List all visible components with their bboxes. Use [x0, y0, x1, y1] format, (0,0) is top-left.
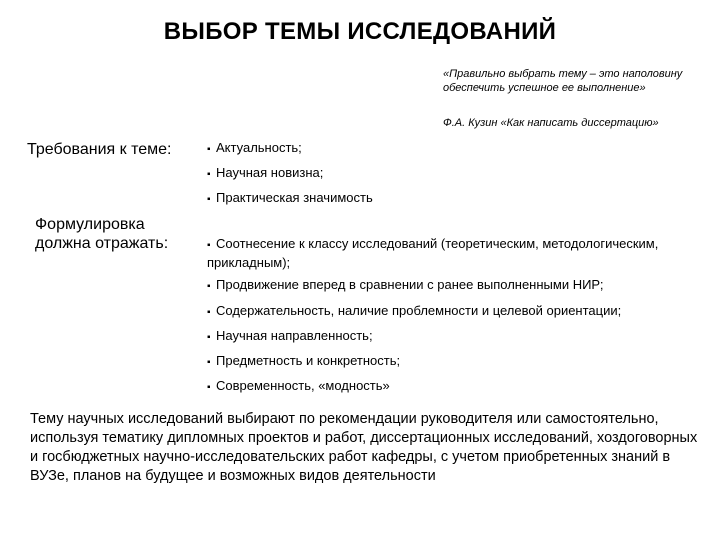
bullet-icon: ▪	[207, 169, 211, 180]
formulation-item: ▪ Современность, «модность»	[207, 377, 707, 396]
bullet-icon: ▪	[207, 240, 211, 251]
formulation-item: ▪ Продвижение вперед в сравнении с ранее выполненными НИР;	[207, 276, 707, 295]
bullet-icon: ▪	[207, 307, 211, 318]
page-title: ВЫБОР ТЕМЫ ИССЛЕДОВАНИЙ	[163, 18, 557, 45]
requirement-item: ▪ Актуальность;	[207, 139, 707, 158]
bullet-icon: ▪	[207, 194, 211, 205]
bullet-icon: ▪	[207, 382, 211, 393]
summary-paragraph: Тему научных исследований выбирают по рекомендации руководителя или самостоятельно, используя тематику дипломных проектов и работ, диссертационных исследований, хоздоговорных и госбюджетных научно-исследовательских работ кафедры, с учетом приобретенных знаний в ВУЗе, планов на будущее и возможных видов деятельности	[30, 411, 698, 484]
epigraph-attribution: Ф.А. Кузин «Как написать диссертацию»	[443, 117, 659, 129]
formulation-label: Формулировка должна отражать:	[35, 216, 169, 252]
requirement-item: ▪ Практическая значимость	[207, 189, 707, 208]
formulation-item: ▪ Содержательность, наличие проблемности и целевой ориентации;	[207, 302, 707, 321]
bullet-icon: ▪	[207, 332, 211, 343]
formulation-item: ▪ Соотнесение к классу исследований (теоретическим, методологическим, прикладным);	[207, 236, 659, 270]
formulation-item: ▪ Научная направленность;	[207, 327, 707, 346]
bullet-icon: ▪	[207, 281, 211, 292]
requirements-label: Требования к теме:	[27, 141, 172, 158]
bullet-icon: ▪	[207, 144, 211, 155]
bullet-icon: ▪	[207, 357, 211, 368]
requirement-item: ▪ Научная новизна;	[207, 164, 707, 183]
formulation-item: ▪ Предметность и конкретность;	[207, 352, 707, 371]
epigraph-quote: «Правильно выбрать тему – это наполовину обеспечить успешное ее выполнение»	[443, 68, 683, 94]
